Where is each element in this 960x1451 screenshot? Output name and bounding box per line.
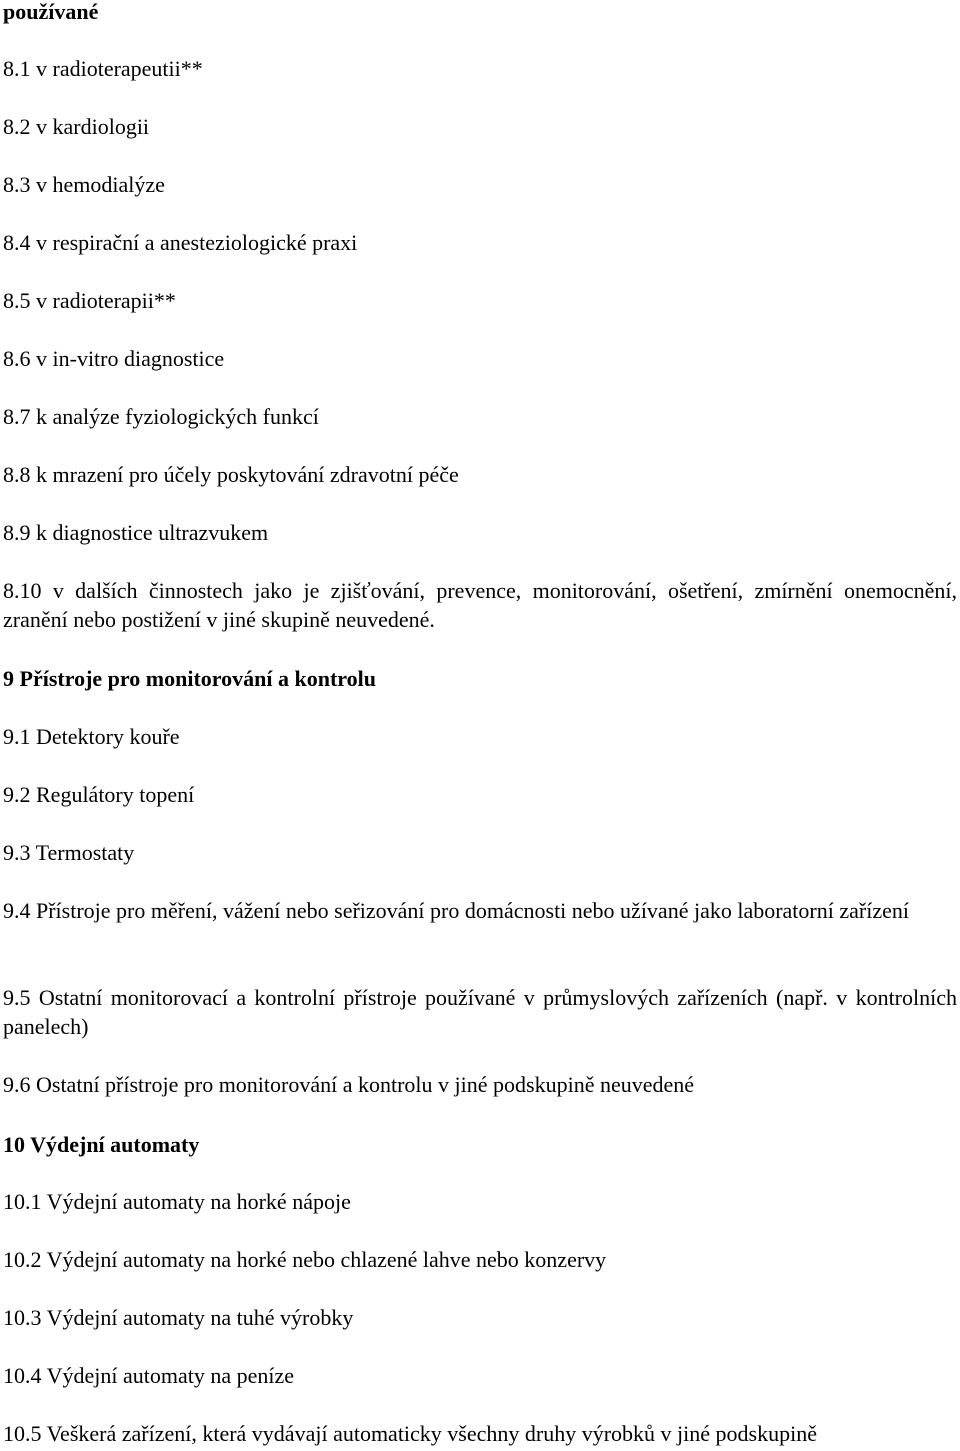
list-item-10-2: 10.2 Výdejní automaty na horké nebo chlazené lahve nebo konzervy (3, 1247, 607, 1272)
list-item-9-2: 9.2 Regulátory topení (3, 782, 195, 807)
list-item-10-3: 10.3 Výdejní automaty na tuhé výrobky (3, 1305, 354, 1330)
list-item-8-3: 8.3 v hemodialýze (3, 172, 165, 197)
list-item-9-5: 9.5 Ostatní monitorovací a kontrolní přístroje používané v průmyslových zařízeních (např. v kontrolních panelech) (3, 985, 957, 1039)
list-item-8-10: 8.10 v dalších činnostech jako je zjišťování, prevence, monitorování, ošetření, zmírnění onemocnění, zranění nebo postižení v jiné skupině neuvedené. (3, 578, 957, 632)
list-item-10-1: 10.1 Výdejní automaty na horké nápoje (3, 1189, 351, 1214)
heading-continuation: používané (3, 0, 99, 24)
list-item-9-6: 9.6 Ostatní přístroje pro monitorování a kontrolu v jiné podskupině neuvedené (3, 1072, 695, 1097)
list-item-8-1: 8.1 v radioterapeutii** (3, 56, 203, 81)
list-item-8-4: 8.4 v respirační a anesteziologické praxi (3, 230, 358, 255)
list-item-9-4: 9.4 Přístroje pro měření, vážení nebo seřizování pro domácnosti nebo užívané jako laboratorní zařízení (3, 898, 909, 923)
list-item-10-5: 10.5 Veškerá zařízení, která vydávají automaticky všechny druhy výrobků v jiné podskupině (3, 1421, 817, 1446)
list-item-9-1: 9.1 Detektory kouře (3, 724, 180, 749)
list-item-8-9: 8.9 k diagnostice ultrazvukem (3, 520, 269, 545)
list-item-8-2: 8.2 v kardiologii (3, 114, 150, 139)
section-heading-9: 9 Přístroje pro monitorování a kontrolu (3, 666, 376, 691)
list-item-8-8: 8.8 k mrazení pro účely poskytování zdravotní péče (3, 462, 459, 487)
list-item-8-5: 8.5 v radioterapii** (3, 288, 176, 313)
list-item-9-3: 9.3 Termostaty (3, 840, 135, 865)
list-item-10-4: 10.4 Výdejní automaty na peníze (3, 1363, 295, 1388)
section-heading-10: 10 Výdejní automaty (3, 1132, 200, 1157)
list-item-8-7: 8.7 k analýze fyziologických funkcí (3, 404, 319, 429)
list-item-8-6: 8.6 v in-vitro diagnostice (3, 346, 225, 371)
